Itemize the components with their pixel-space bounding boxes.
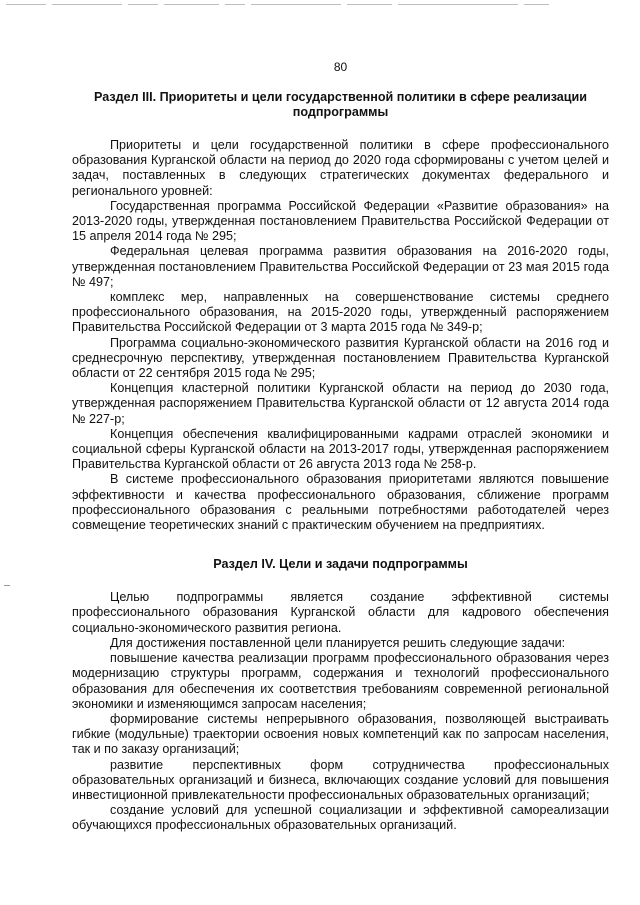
paragraph: Государственная программа Российской Федерации «Развитие образования» на 2013-2020 годы, утвержденная постановлением Правительства Российской Федерации от 15 апреля 2014 года № 295; xyxy=(72,198,609,244)
paragraph: Приоритеты и цели государственной политики в сфере профессионального образования Курганской области на период до 2020 года сформированы с учетом целей и задач, поставленных в следующих стратегических документах федерального и регионального уровней: xyxy=(72,138,609,198)
paragraph: Концепция обеспечения квалифицированными кадрами отраслей экономики и социальной сферы Курганской области на 2013-2017 годы, утвержденная распоряжением Правительства Курганской области от 26 августа 2013 года № 258-р. xyxy=(72,426,609,472)
section-4-body xyxy=(72,590,609,833)
section-4-title: Раздел IV. Цели и задачи подпрограммы xyxy=(213,557,468,572)
paragraph: Программа социально-экономического развития Курганской области на 2016 год и среднесрочную перспективу, утвержденная постановлением Правительства Курганской области от 22 сентября 2015 года № 295; xyxy=(72,335,609,381)
paragraph: В системе профессионального образования приоритетами являются повышение эффективности и качества профессионального образования, сближение программ профессионального образования с реальными потребностями работодателей через совмещение теоретических знаний с практическим обучением на предприятиях. xyxy=(72,472,609,533)
scan-artifact-top xyxy=(0,4,640,8)
paragraph: повышение качества реализации программ профессионального образования через модернизацию структуры программ, содержания и технологий профессионального образования для обеспечения их соответствия требованиям современной региональной экономики и изменяющимся запросам населения; xyxy=(72,651,609,711)
paragraph: Целью подпрограммы является создание эффективной системы профессионального образования Курганской области для кадрового обеспечения социально-экономического развития региона. xyxy=(72,590,609,635)
paragraph: формирование системы непрерывного образования, позволяющей выстраивать гибкие (модульные) траектории освоения новых компетенций как по запросам населения, так и по заказу организаций; xyxy=(72,711,609,757)
paragraph: развитие перспективных форм сотрудничества профессиональных образовательных организаций и бизнеса, включающих создание условий для повышения инвестиционной привлекательности профессиональных образовательных организаций; xyxy=(72,757,609,802)
document-page xyxy=(72,60,609,834)
scan-artifact-mark xyxy=(4,585,10,586)
page-number: 80 xyxy=(333,60,348,74)
section-3-body xyxy=(72,138,609,533)
paragraph: Для достижения поставленной цели планируется решить следующие задачи: xyxy=(110,635,566,650)
paragraph: Федеральная целевая программа развития образования на 2016-2020 годы, утвержденная постановлением Правительства Российской Федерации от 23 мая 2015 года № 497; xyxy=(72,244,609,289)
paragraph: создание условий для успешной социализации и эффективной самореализации обучающихся профессиональных образовательных организаций. xyxy=(72,803,609,833)
section-3-title: Раздел III. Приоритеты и цели государственной политики в сфере реализации подпрограммы xyxy=(93,90,588,119)
paragraph: комплекс мер, направленных на совершенствование системы среднего профессионального образования, на 2015-2020 годы, утвержденный распоряжением Правительства Российской Федерации от 3 марта 2015 года № 349-р; xyxy=(72,290,609,335)
paragraph: Концепция кластерной политики Курганской области на период до 2030 года, утвержденная распоряжением Правительства Курганской области от 12 августа 2014 года № 227-р; xyxy=(72,381,609,426)
